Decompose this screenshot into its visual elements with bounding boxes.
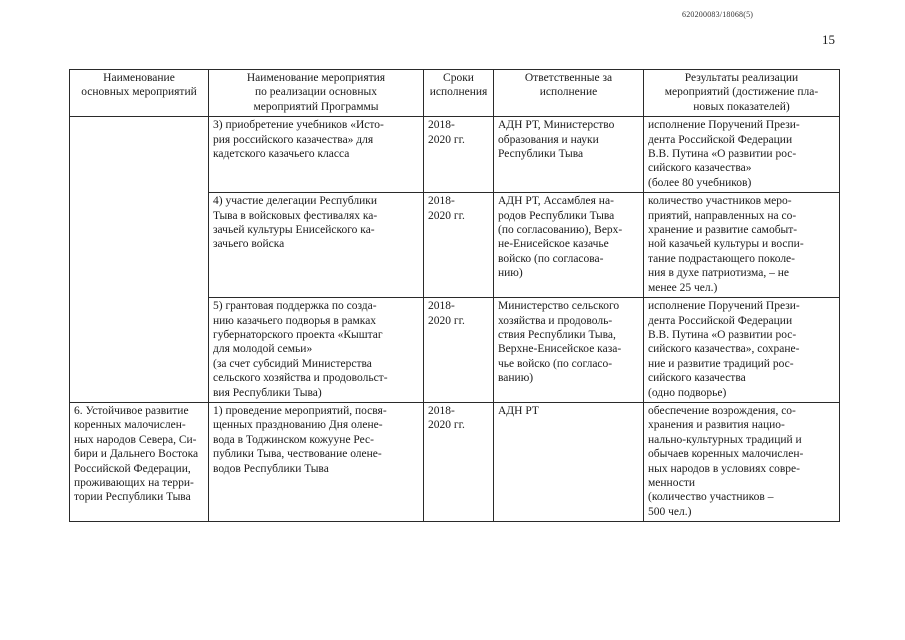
cell-results: исполнение Поручений Прези- дента Российской Федерации В.В. Путина «О развитии рос- сийского казачества» (более 80 учебников) bbox=[644, 117, 840, 193]
cell-results: обеспечение возрождения, со- хранения и развития нацио- нально-культурных традиций и обычаев коренных малочислен- ных народов в условиях совре- менности (количество участников – 500 чел.) bbox=[644, 402, 840, 521]
cell-responsible: АДН РТ, Министерство образования и науки Республики Тыва bbox=[494, 117, 644, 193]
cell-activity: 3) приобретение учебников «Исто- рия российского казачества» для кадетского казачьего класса bbox=[209, 117, 424, 193]
cell-activity: 1) проведение мероприятий, посвя- щенных празднованию Дня олене- вода в Тоджинском кожууне Рес- публики Тыва, чествование олене- водов Республики Тыва bbox=[209, 402, 424, 521]
header-activity-name: Наименование мероприятия по реализации основных мероприятий Программы bbox=[209, 70, 424, 117]
cell-activity: 4) участие делегации Республики Тыва в войсковых фестивалях ка- зачьей культуры Енисейского ка- зачьего войска bbox=[209, 193, 424, 298]
cell-responsible: АДН РТ bbox=[494, 402, 644, 521]
cell-results: количество участников меро- приятий, направленных на со- хранение и развитие самобыт- ной казачьей культуры и воспи- тание подрастающего поколе- ния в духе патриотизма, – не менее 25 чел.) bbox=[644, 193, 840, 298]
cell-main-activity bbox=[70, 117, 209, 403]
page-number: 15 bbox=[822, 32, 835, 47]
cell-responsible: АДН РТ, Ассамблея на- родов Республики Тыва (по согласованию), Верх- не-Енисейское казачье войско (по согласова- нию) bbox=[494, 193, 644, 298]
header-results: Результаты реализации мероприятий (достижение пла- новых показателей) bbox=[644, 70, 840, 117]
cell-results: исполнение Поручений Прези- дента Российской Федерации В.В. Путина «О развитии рос- сийского казачества», сохране- ние и развитие традиций рос- сийского казачества (одно подворье) bbox=[644, 298, 840, 403]
table-row bbox=[70, 402, 840, 521]
table-row bbox=[70, 117, 840, 193]
cell-period: 2018- 2020 гг. bbox=[424, 298, 494, 403]
cell-main-activity: 6. Устойчивое развитие коренных малочислен- ных народов Севера, Си- бири и Дальнего Востока Российской Федерации, проживающих на терри- тории Республики Тыва bbox=[70, 402, 209, 521]
program-activities-table bbox=[69, 69, 840, 522]
cell-period: 2018- 2020 гг. bbox=[424, 193, 494, 298]
cell-responsible: Министерство сельского хозяйства и продоволь- ствия Республики Тыва, Верхне-Енисейское каза- чье войско (по согласо- ванию) bbox=[494, 298, 644, 403]
table-header-row bbox=[70, 70, 840, 117]
header-responsible: Ответственные за исполнение bbox=[494, 70, 644, 117]
cell-period: 2018- 2020 гг. bbox=[424, 402, 494, 521]
cell-period: 2018- 2020 гг. bbox=[424, 117, 494, 193]
header-period: Сроки исполнения bbox=[424, 70, 494, 117]
cell-activity: 5) грантовая поддержка по созда- нию казачьего подворья в рамках губернаторского проекта «Кыштаг для молодой семьи» (за счет субсидий Министерства сельского хозяйства и продовольст- вия Республики Тыва) bbox=[209, 298, 424, 403]
header-main-activities: Наименование основных мероприятий bbox=[70, 70, 209, 117]
document-code: 620200083/18068(5) bbox=[682, 10, 754, 19]
